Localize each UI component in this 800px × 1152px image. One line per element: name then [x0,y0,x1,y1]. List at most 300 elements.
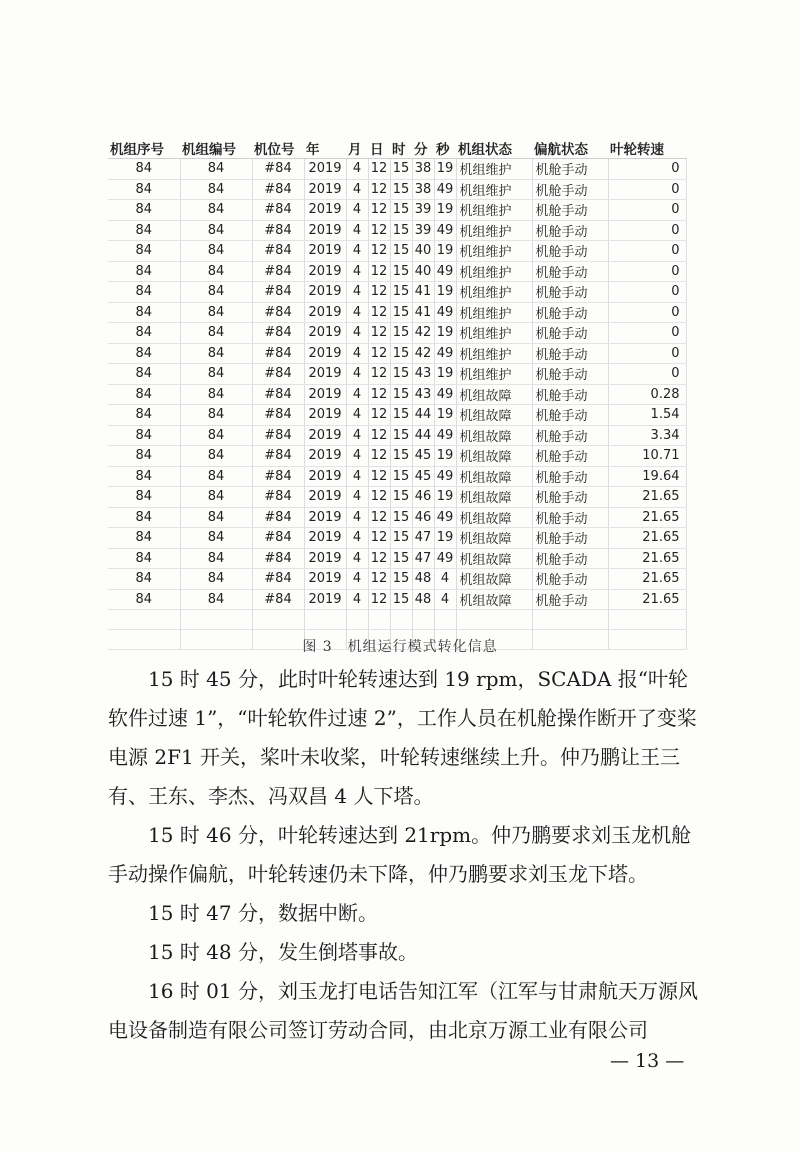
table-cell: 84 [180,569,252,590]
empty-cell [304,610,346,630]
table-cell: 2019 [304,507,346,528]
table-cell: 4 [346,569,368,590]
table-cell: 12 [368,384,390,405]
empty-cell [346,610,368,630]
paragraph: 16 时 01 分，刘玉龙打电话告知江军（江军与甘肃航天万源风电设备制造有限公司签订劳动合同，由北京万源工业有限公司 [108,979,698,1042]
table-cell: 15 [390,302,412,323]
table-cell: 0 [608,261,686,282]
table-row [108,302,686,323]
table-cell: 41 [412,302,434,323]
table-cell: 84 [108,282,180,303]
column-header: 偏航状态 [532,138,608,159]
table-cell: 机组维护 [456,364,532,385]
table-cell: 21.65 [608,507,686,528]
table-cell: #84 [252,179,304,200]
table-row [108,466,686,487]
table-cell: 机舱手动 [532,589,608,610]
table-row [108,220,686,241]
table-cell: 84 [108,446,180,467]
table-cell: 4 [434,569,456,590]
table-cell: 机组维护 [456,282,532,303]
table-cell: 84 [180,323,252,344]
table-header-row [108,138,686,159]
table-cell: 84 [180,179,252,200]
table-cell: 0 [608,159,686,180]
table-cell: #84 [252,487,304,508]
empty-cell [252,610,304,630]
body-text [108,660,698,1050]
table-cell: 4 [346,548,368,569]
table-cell: 49 [434,425,456,446]
table-cell: 12 [368,466,390,487]
table-cell: 84 [180,548,252,569]
table-cell: 机组维护 [456,159,532,180]
table-cell: 12 [368,405,390,426]
table-cell: 49 [434,302,456,323]
table-cell: 84 [108,507,180,528]
table-cell: 84 [180,425,252,446]
table-cell: 40 [412,241,434,262]
table-cell: 0 [608,343,686,364]
table-cell: 机舱手动 [532,384,608,405]
table-cell: 84 [108,261,180,282]
table-cell: 84 [108,405,180,426]
table-cell: 15 [390,220,412,241]
table-cell: 2019 [304,302,346,323]
table-cell: 84 [180,364,252,385]
table-cell: 机舱手动 [532,569,608,590]
table-cell: #84 [252,302,304,323]
table-cell: 39 [412,200,434,221]
table-cell: 84 [180,282,252,303]
table-cell: 2019 [304,589,346,610]
table-cell: 2019 [304,487,346,508]
table-cell: 12 [368,487,390,508]
table-cell: 12 [368,302,390,323]
table-cell: 机组故障 [456,384,532,405]
table-cell: 1.54 [608,405,686,426]
table-cell: 机组维护 [456,179,532,200]
table-cell: #84 [252,589,304,610]
table-cell: 2019 [304,282,346,303]
table-cell: 46 [412,507,434,528]
table-row [108,589,686,610]
table-cell: 机舱手动 [532,220,608,241]
table-cell: 0 [608,302,686,323]
table-cell: 84 [108,548,180,569]
table-cell: 21.65 [608,548,686,569]
table-cell: 47 [412,528,434,549]
table-cell: 15 [390,241,412,262]
table-cell: 15 [390,384,412,405]
table-cell: 2019 [304,241,346,262]
table-cell: 机组故障 [456,528,532,549]
table-cell: #84 [252,159,304,180]
table-cell: 15 [390,405,412,426]
table-cell: 机组故障 [456,548,532,569]
table-cell: 15 [390,528,412,549]
table-cell: 12 [368,425,390,446]
table-cell: #84 [252,569,304,590]
table-cell: 84 [180,589,252,610]
table-cell: 0.28 [608,384,686,405]
table-cell: 0 [608,179,686,200]
table-cell: 84 [180,487,252,508]
table-cell: 84 [180,241,252,262]
table-cell: 机组故障 [456,425,532,446]
table-cell: 2019 [304,466,346,487]
table-cell: 19 [434,487,456,508]
paragraph: 15 时 46 分，叶轮转速达到 21rpm。仲乃鹏要求刘玉龙机舱手动操作偏航，叶轮转速仍未下降，仲乃鹏要求刘玉龙下塔。 [108,823,692,886]
table-cell: 15 [390,159,412,180]
table-cell: 46 [412,487,434,508]
table-cell: 机舱手动 [532,548,608,569]
table-cell: 2019 [304,200,346,221]
table-cell: 2019 [304,528,346,549]
table-cell: 机组故障 [456,589,532,610]
table-cell: 84 [180,507,252,528]
table-cell: 2019 [304,159,346,180]
table-cell: 84 [108,528,180,549]
table-cell: 84 [180,405,252,426]
table-row [108,179,686,200]
table-cell: 84 [108,487,180,508]
table-cell: 12 [368,548,390,569]
table-cell: 44 [412,425,434,446]
table-cell: 0 [608,200,686,221]
table-cell: 84 [180,261,252,282]
table-cell: 4 [346,487,368,508]
table-cell: 12 [368,343,390,364]
table-cell: 机舱手动 [532,364,608,385]
table-cell: 12 [368,220,390,241]
table-cell: 机组维护 [456,343,532,364]
table-cell: 机组故障 [456,405,532,426]
table-cell: 42 [412,343,434,364]
table-cell: 15 [390,323,412,344]
table-cell: 12 [368,179,390,200]
table-cell: 机舱手动 [532,159,608,180]
table-cell: 0 [608,282,686,303]
table-cell: 19 [434,282,456,303]
unit-status-table [108,138,687,650]
table-cell: 19 [434,446,456,467]
figure-caption: 图 3 机组运行模式转化信息 [302,639,498,655]
table-cell: 2019 [304,425,346,446]
table-cell: 15 [390,179,412,200]
table-row [108,200,686,221]
table-cell: 4 [346,159,368,180]
table-cell: 12 [368,364,390,385]
data-table-container [108,138,686,650]
table-row [108,159,686,180]
table-cell: 机舱手动 [532,343,608,364]
table-cell: 机组故障 [456,507,532,528]
table-cell: 15 [390,282,412,303]
table-cell: 15 [390,466,412,487]
table-row [108,241,686,262]
table-cell: 38 [412,159,434,180]
table-row [108,548,686,569]
table-cell: 3.34 [608,425,686,446]
table-cell: 49 [434,343,456,364]
table-cell: 4 [434,589,456,610]
table-cell: 84 [180,200,252,221]
table-cell: 84 [180,302,252,323]
table-cell: 4 [346,261,368,282]
table-cell: 19 [434,528,456,549]
table-cell: 12 [368,507,390,528]
empty-cell [608,610,686,630]
table-cell: 2019 [304,384,346,405]
table-cell: 0 [608,241,686,262]
column-header: 年 [304,138,346,159]
empty-cell [390,610,412,630]
table-cell: 10.71 [608,446,686,467]
table-cell: 44 [412,405,434,426]
table-cell: 84 [108,200,180,221]
table-cell: 2019 [304,179,346,200]
empty-cell [434,610,456,630]
table-cell: 15 [390,364,412,385]
table-cell: 2019 [304,261,346,282]
table-cell: 19 [434,323,456,344]
table-cell: 机舱手动 [532,241,608,262]
table-cell: 机组维护 [456,323,532,344]
table-cell: 21.65 [608,569,686,590]
table-cell: 2019 [304,343,346,364]
table-cell: 19 [434,200,456,221]
table-cell: 机组故障 [456,466,532,487]
table-cell: 84 [180,384,252,405]
table-cell: 12 [368,200,390,221]
table-cell: #84 [252,548,304,569]
table-cell: 48 [412,589,434,610]
table-cell: 47 [412,548,434,569]
table-cell: #84 [252,507,304,528]
column-header: 秒 [434,138,456,159]
table-cell: 15 [390,261,412,282]
table-cell: 机舱手动 [532,200,608,221]
table-row [108,487,686,508]
table-cell: 2019 [304,446,346,467]
table-cell: 12 [368,569,390,590]
table-cell: 机组维护 [456,200,532,221]
table-cell: 43 [412,364,434,385]
table-cell: 84 [108,323,180,344]
table-cell: 49 [434,466,456,487]
table-cell: 84 [108,589,180,610]
page-number: — 13 — [610,1050,685,1072]
empty-cell [108,610,180,630]
table-cell: 49 [434,507,456,528]
table-cell: 2019 [304,405,346,426]
table-cell: 机舱手动 [532,282,608,303]
table-cell: 19.64 [608,466,686,487]
table-cell: 机舱手动 [532,487,608,508]
table-cell: #84 [252,282,304,303]
table-cell: 4 [346,220,368,241]
table-cell: #84 [252,425,304,446]
table-cell: 19 [434,241,456,262]
table-cell: 4 [346,282,368,303]
table-cell: 15 [390,487,412,508]
table-row [108,446,686,467]
table-cell: #84 [252,466,304,487]
table-cell: 机舱手动 [532,446,608,467]
column-header: 月 [346,138,368,159]
table-cell: 45 [412,446,434,467]
table-row [108,364,686,385]
column-header: 机组编号 [180,138,252,159]
table-cell: 4 [346,507,368,528]
table-row [108,261,686,282]
table-cell: 2019 [304,548,346,569]
table-cell: #84 [252,261,304,282]
table-cell: 12 [368,241,390,262]
table-cell: 48 [412,569,434,590]
table-cell: 84 [108,302,180,323]
table-cell: #84 [252,528,304,549]
table-cell: 4 [346,200,368,221]
table-cell: #84 [252,220,304,241]
table-cell: 19 [434,364,456,385]
table-cell: 机舱手动 [532,425,608,446]
table-cell: 21.65 [608,487,686,508]
column-header: 分 [412,138,434,159]
table-cell: 15 [390,425,412,446]
table-cell: 49 [434,384,456,405]
table-cell: 84 [108,241,180,262]
paragraph: 15 时 47 分，数据中断。 [148,901,378,925]
table-cell: 12 [368,159,390,180]
table-cell: 4 [346,241,368,262]
table-cell: 84 [108,159,180,180]
empty-cell [180,610,252,630]
table-cell: 15 [390,343,412,364]
table-cell: 机舱手动 [532,179,608,200]
table-cell: 49 [434,220,456,241]
table-cell: 19 [434,405,456,426]
table-cell: #84 [252,364,304,385]
table-cell: 4 [346,384,368,405]
table-cell: 机组维护 [456,302,532,323]
column-header: 时 [390,138,412,159]
column-header: 机位号 [252,138,304,159]
table-cell: 12 [368,261,390,282]
empty-cell [456,610,532,630]
table-cell: 12 [368,446,390,467]
paragraph: 15 时 48 分，发生倒塔事故。 [148,940,418,964]
table-cell: 4 [346,302,368,323]
table-cell: 42 [412,323,434,344]
table-cell: #84 [252,446,304,467]
table-cell: #84 [252,343,304,364]
paragraph: 15 时 45 分，此时叶轮转速达到 19 rpm，SCADA 报“叶轮软件过速 1”，“叶轮软件过速 2”，工作人员在机舱操作断开了变桨电源 2F1 开关，桨叶未收桨，叶轮转速继续上升。仲乃鹏让王三有、王东、李杰、冯双昌 4 人下塔。 [108,667,697,808]
table-cell: 38 [412,179,434,200]
table-row [108,384,686,405]
table-cell: 15 [390,200,412,221]
table-cell: 机舱手动 [532,528,608,549]
table-cell: 4 [346,364,368,385]
table-cell: 机组维护 [456,241,532,262]
table-cell: 4 [346,425,368,446]
table-row [108,323,686,344]
table-cell: 机舱手动 [532,323,608,344]
table-cell: 12 [368,528,390,549]
column-header: 机组序号 [108,138,180,159]
table-row [108,425,686,446]
table-cell: 15 [390,569,412,590]
table-cell: 15 [390,507,412,528]
empty-row [108,610,686,630]
table-cell: 机舱手动 [532,302,608,323]
table-cell: 4 [346,179,368,200]
table-cell: 19 [434,159,456,180]
table-cell: 4 [346,323,368,344]
table-cell: 12 [368,589,390,610]
empty-cell [532,610,608,630]
table-cell: 21.65 [608,528,686,549]
table-cell: 机组故障 [456,487,532,508]
table-row [108,343,686,364]
table-cell: 4 [346,528,368,549]
column-header: 叶轮转速 [608,138,686,159]
table-cell: #84 [252,241,304,262]
table-cell: 0 [608,364,686,385]
table-cell: 机舱手动 [532,405,608,426]
table-cell: 4 [346,466,368,487]
table-row [108,507,686,528]
table-cell: 43 [412,384,434,405]
table-cell: 4 [346,343,368,364]
table-cell: 机舱手动 [532,261,608,282]
column-header: 机组状态 [456,138,532,159]
table-cell: 84 [108,179,180,200]
empty-cell [368,610,390,630]
table-cell: 4 [346,446,368,467]
table-cell: 84 [108,220,180,241]
table-cell: 49 [434,548,456,569]
table-cell: 12 [368,323,390,344]
table-cell: 41 [412,282,434,303]
table-cell: 15 [390,446,412,467]
table-cell: 40 [412,261,434,282]
table-cell: 机组维护 [456,261,532,282]
table-cell: 84 [108,569,180,590]
table-cell: #84 [252,384,304,405]
table-cell: 84 [180,343,252,364]
table-body [108,159,686,650]
table-cell: 机组故障 [456,446,532,467]
table-cell: 0 [608,220,686,241]
table-cell: #84 [252,405,304,426]
table-cell: 84 [180,159,252,180]
table-cell: 4 [346,589,368,610]
table-cell: 45 [412,466,434,487]
table-cell: 15 [390,548,412,569]
column-header: 日 [368,138,390,159]
table-cell: 49 [434,179,456,200]
table-cell: 21.65 [608,589,686,610]
table-cell: #84 [252,200,304,221]
table-cell: 84 [108,384,180,405]
table-cell: 2019 [304,569,346,590]
table-cell: 84 [180,466,252,487]
table-cell: #84 [252,323,304,344]
table-cell: 84 [180,446,252,467]
table-cell: 39 [412,220,434,241]
